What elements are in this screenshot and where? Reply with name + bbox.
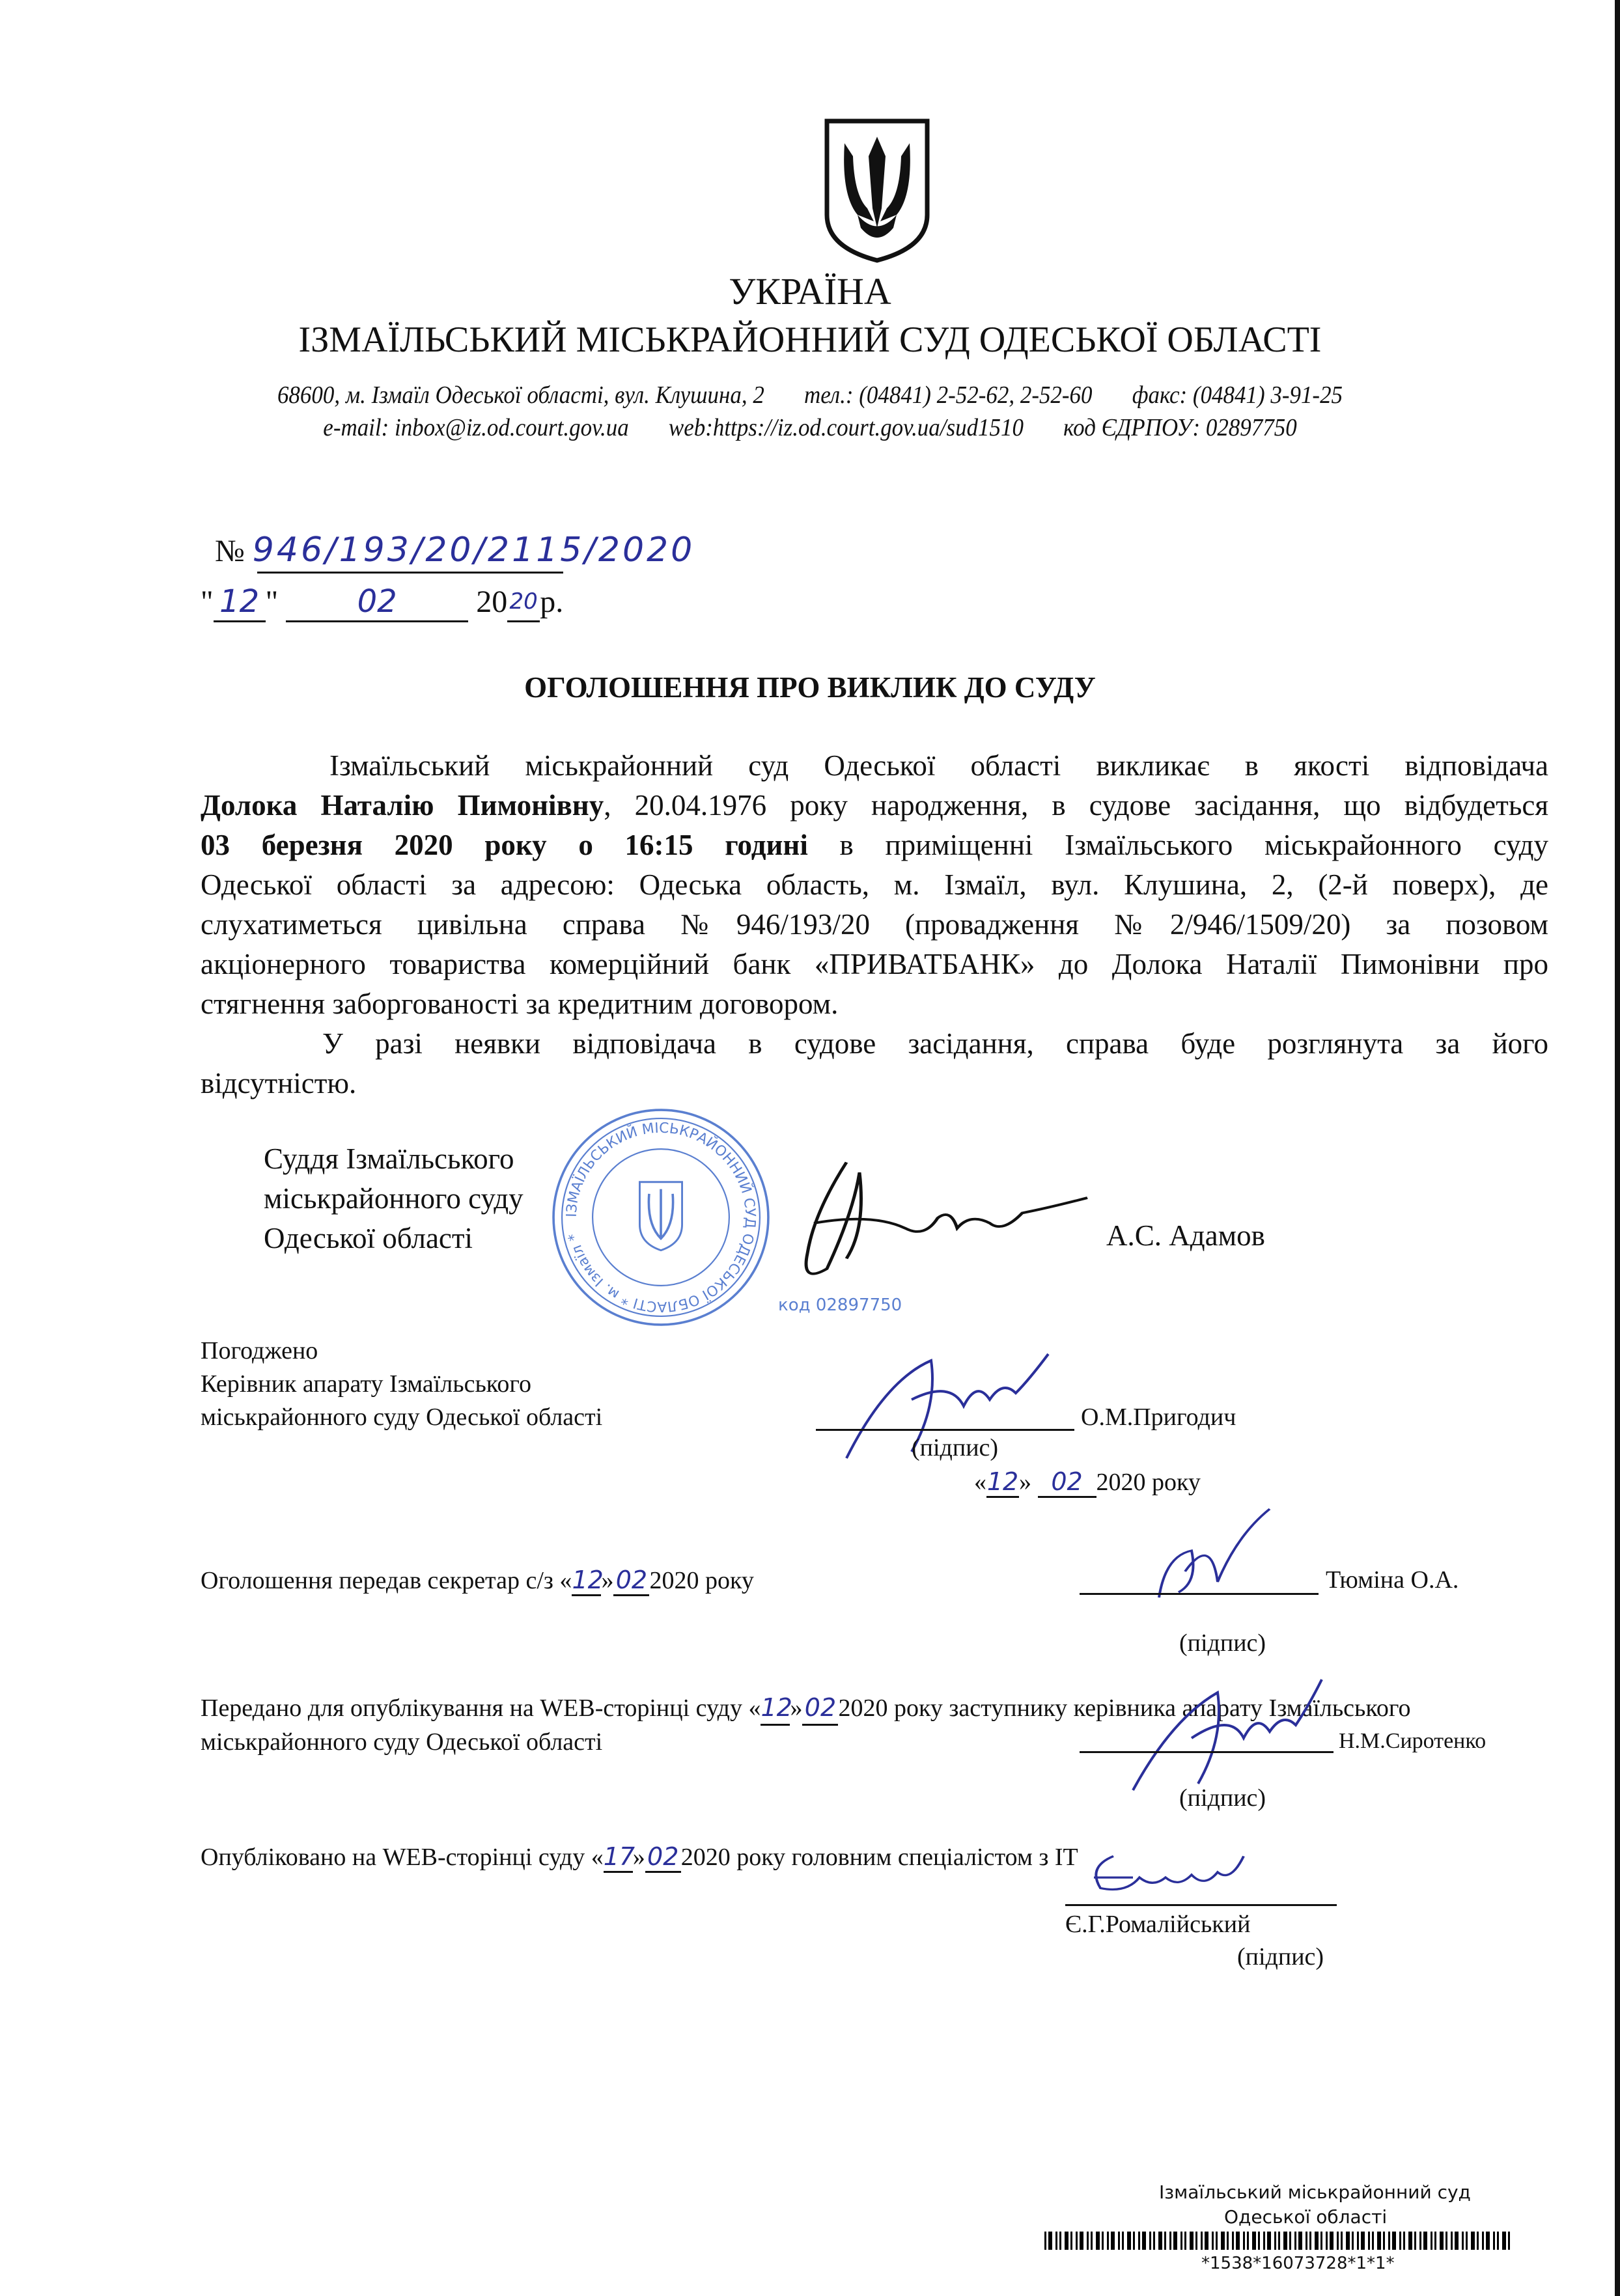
body-line-6: акціонерного товариства комерційний банк «ПРИВАТБАНК» до Долока Наталії Пимонівни про (201, 948, 1548, 980)
barcode-bar (1133, 2232, 1135, 2250)
barcode-bar (1243, 2232, 1245, 2250)
barcode-bar (1096, 2232, 1100, 2250)
secretary-line (201, 1566, 754, 1596)
barcode-bar (1403, 2232, 1405, 2250)
published-day: 17 (604, 1842, 633, 1873)
barcode-bar (1283, 2232, 1287, 2250)
judge-title-line: міськрайонного суду (264, 1182, 524, 1215)
barcode-bar (1044, 2232, 1046, 2250)
barcode-text: *1538*16073728*1*1* (1201, 2254, 1395, 2273)
seal-ring-text: ІЗМАЇЛЬСЬКИЙ МІСЬКРАЙОННИЙ СУД ОДЕСЬКОЇ ОБЛАСТІ * м. Ізмаїл * (563, 1120, 759, 1315)
barcode-bar (1320, 2232, 1322, 2250)
handwritten-number: 946/193/20/2115/2020 (252, 531, 695, 570)
web-transfer-text: Передано для опублікування на WEB-сторінці суду « (201, 1694, 761, 1722)
barcode-bar (1440, 2232, 1444, 2250)
document-title: ОГОЛОШЕННЯ ПРО ВИКЛИК ДО СУДУ (524, 671, 1096, 704)
barcode-bar (1309, 2232, 1311, 2250)
barcode-bar (1107, 2232, 1109, 2250)
barcode-bar (1388, 2232, 1390, 2250)
number-label: № (215, 534, 245, 568)
judge-signature (775, 1152, 1100, 1289)
quote-open: « (974, 1469, 986, 1496)
barcode-bar (1434, 2232, 1436, 2250)
barcode-bar (1392, 2232, 1396, 2250)
approval-signature-line (816, 1429, 1074, 1431)
barcode-bar (1274, 2232, 1276, 2250)
date-month: 02 (286, 583, 468, 622)
barcode-bar (1102, 2232, 1104, 2250)
barcode-bar (1383, 2232, 1385, 2250)
barcode-bar (1341, 2232, 1343, 2250)
barcode-bar (1169, 2232, 1171, 2250)
secretary-text: Оголошення передав секретар с/з « (201, 1567, 572, 1594)
body-line-9: відсутністю. (201, 1067, 357, 1100)
barcode-bar (1267, 2232, 1271, 2250)
barcode-bar (1212, 2232, 1214, 2250)
body-line-5: слухатиметься цивільна справа №946/193/20 (провадження №2/946/1509/20) за позовом (201, 908, 1548, 941)
barcode-bar (1315, 2232, 1319, 2250)
web-transfer-month: 02 (802, 1691, 838, 1726)
scan-edge (1615, 0, 1620, 2296)
secretary-sign-label: (підпис) (1179, 1629, 1266, 1657)
barcode-bar (1306, 2232, 1307, 2250)
barcode-bar (1346, 2232, 1350, 2250)
secretary-month: 02 (613, 1566, 649, 1596)
barcode-bar (1184, 2232, 1186, 2250)
quote-close: » (1019, 1469, 1031, 1496)
barcode-bar (1158, 2232, 1162, 2250)
year-unit: р. (540, 585, 564, 619)
barcode-bar (1298, 2232, 1302, 2250)
body-text: в приміщенні Ізмаїльського міськрайонного суду (807, 829, 1549, 861)
barcode-bar (1263, 2232, 1265, 2250)
barcode-bar (1377, 2232, 1381, 2250)
barcode-bar (1070, 2232, 1072, 2250)
published-signature (1074, 1846, 1270, 1904)
barcode-bar (1477, 2232, 1479, 2250)
web-transfer-day: 12 (761, 1691, 790, 1726)
barcode-bar (1455, 2232, 1459, 2250)
barcode-bar (1180, 2232, 1182, 2250)
approval-date-day: 12 (986, 1467, 1019, 1498)
registration-number (215, 531, 695, 571)
published-text: Опубліковано на WEB-сторінці суду « (201, 1844, 604, 1871)
court-name-heading: ІЗМАЇЛЬСЬКИЙ МІСЬКРАЙОННИЙ СУД ОДЕСЬКОЇ ОБЛАСТІ (298, 320, 1322, 360)
registration-date: " 12 " 02 2020р. (201, 583, 563, 622)
court-email: e-mail: inbox@iz.od.court.gov.ua (323, 414, 629, 441)
barcode-bar (1493, 2232, 1495, 2250)
barcode-bar (1466, 2232, 1468, 2250)
barcode-bar (1508, 2232, 1510, 2250)
approval-label: Погоджено (201, 1337, 318, 1364)
barcode-bar (1247, 2232, 1249, 2250)
secretary-signature-line (1080, 1593, 1319, 1595)
approval-sign-label: (підпис) (912, 1434, 999, 1461)
barcode-bar (1173, 2232, 1177, 2250)
barcode-bar (1164, 2232, 1166, 2250)
secretary-year: 2020 року (649, 1567, 754, 1594)
court-fax: факс: (04841) 3-91-25 (1132, 381, 1343, 409)
secretary-signature (1146, 1504, 1276, 1608)
number-underline (257, 572, 563, 574)
barcode-bar (1138, 2232, 1140, 2250)
barcode-bar (1190, 2232, 1194, 2250)
barcode-bar (1258, 2232, 1260, 2250)
barcode-bar (1419, 2232, 1421, 2250)
barcode-bar (1055, 2232, 1057, 2250)
barcode-bar (1502, 2232, 1506, 2250)
footer-court-line-2: Одеської області (1224, 2206, 1388, 2228)
coat-of-arms-trident-icon (822, 117, 932, 264)
secretary-day: 12 (572, 1566, 601, 1596)
web-transfer-line-2: міськрайонного суду Одеської області (201, 1728, 603, 1756)
barcode (1044, 2232, 1550, 2250)
approval-name: О.М.Пригодич (1081, 1404, 1236, 1431)
web-transfer-sign-label: (підпис) (1179, 1784, 1266, 1812)
barcode-bar (1431, 2232, 1432, 2250)
barcode-bar (1216, 2232, 1218, 2250)
barcode-bar (1127, 2232, 1131, 2250)
approval-date-year: 2020 року (1096, 1469, 1201, 1496)
hearing-datetime: 03 березня 2020 року о 16:15 годині (201, 829, 808, 861)
barcode-bar (1471, 2232, 1475, 2250)
barcode-bar (1368, 2232, 1370, 2250)
body-line-3 (201, 828, 1548, 862)
approval-date-month: 02 (1038, 1467, 1096, 1498)
court-seal-stamp (550, 1107, 772, 1328)
body-line-1: Ізмаїльський міськрайонний суд Одеської області викликає в якості відповідача (329, 749, 1548, 782)
quote-close: » (632, 1844, 645, 1871)
barcode-bar (1080, 2232, 1083, 2250)
barcode-bar (1289, 2232, 1291, 2250)
quote-close: » (601, 1567, 614, 1594)
published-month: 02 (645, 1842, 681, 1873)
judge-title (264, 1139, 524, 1258)
barcode-bar (1221, 2232, 1225, 2250)
judge-name: А.С. Адамов (1106, 1219, 1265, 1252)
quote-close: » (790, 1694, 803, 1722)
barcode-bar (1451, 2232, 1453, 2250)
barcode-bar (1227, 2232, 1229, 2250)
barcode-bar (1122, 2232, 1124, 2250)
court-edrpou: код ЄДРПОУ: 02897750 (1063, 414, 1297, 441)
defendant-name: Долока Наталію Пимонівну (201, 789, 604, 822)
approval-block (201, 1335, 602, 1434)
approval-date (974, 1467, 1201, 1498)
barcode-bar (1195, 2232, 1197, 2250)
barcode-bar (1149, 2232, 1151, 2250)
published-signature-line (1065, 1904, 1337, 1906)
barcode-bar (1445, 2232, 1447, 2250)
barcode-bar (1201, 2232, 1203, 2250)
date-day: 12 (214, 583, 266, 622)
barcode-bar (1142, 2232, 1146, 2250)
footer-court-line-1: Ізмаїльський міськрайонний суд (1159, 2181, 1471, 2203)
barcode-bar (1399, 2232, 1401, 2250)
barcode-bar (1361, 2232, 1365, 2250)
web-transfer-signature-line (1080, 1751, 1334, 1753)
barcode-bar (1236, 2232, 1240, 2250)
judge-title-line: Одеської області (264, 1222, 473, 1254)
web-transfer-name: Н.М.Сиротенко (1339, 1729, 1487, 1753)
barcode-bar (1278, 2232, 1280, 2250)
barcode-bar (1111, 2232, 1115, 2250)
secretary-name: Тюміна О.А. (1326, 1566, 1459, 1594)
published-sign-label: (підпис) (1237, 1943, 1324, 1971)
barcode-bar (1423, 2232, 1427, 2250)
barcode-bar (1205, 2232, 1208, 2250)
year-prefix: 20 (476, 585, 508, 619)
body-text: , 20.04.1976 року народження, в судове засідання, що відбудеться (604, 789, 1549, 822)
body-line-4: Одеської області за адресою: Одеська область, м. Ізмаїл, вул. Клушина, 2, (2-й поверх), де (201, 868, 1548, 901)
barcode-bar (1153, 2232, 1155, 2250)
web-transfer-text: 2020 року заступнику керівника апарату Ізмаїльського (838, 1694, 1411, 1722)
published-name: Є.Г.Ромалійський (1065, 1911, 1251, 1938)
barcode-bar (1408, 2232, 1412, 2250)
barcode-bar (1372, 2232, 1374, 2250)
court-website: web:https://iz.od.court.gov.ua/sud1510 (668, 414, 1024, 441)
barcode-bar (1326, 2232, 1328, 2250)
barcode-bar (1414, 2232, 1416, 2250)
barcode-bar (1232, 2232, 1234, 2250)
judge-title-line: Суддя Ізмаїльського (264, 1142, 514, 1175)
barcode-bar (1091, 2232, 1093, 2250)
barcode-bar (1497, 2232, 1499, 2250)
barcode-bar (1118, 2232, 1120, 2250)
barcode-bar (1462, 2232, 1464, 2250)
contact-line-2 (65, 413, 1556, 442)
published-line (201, 1842, 1078, 1873)
court-phone: тел.: (04841) 2-52-62, 2-52-60 (803, 381, 1093, 409)
seal-code: код 02897750 (778, 1295, 902, 1315)
body-line-8: У разі неявки відповідача в судове засідання, справа буде розглянута за його (322, 1027, 1548, 1060)
barcode-bar (1352, 2232, 1354, 2250)
court-address: 68600, м. Ізмаїл Одеської області, вул. Клушина, 2 (277, 381, 764, 409)
contact-line-1 (65, 381, 1556, 409)
year-suffix: 20 (507, 583, 540, 622)
barcode-bar (1059, 2232, 1061, 2250)
body-line-2 (201, 788, 1548, 822)
barcode-bar (1065, 2232, 1068, 2250)
barcode-bar (1357, 2232, 1359, 2250)
barcode-bar (1048, 2232, 1052, 2250)
barcode-bar (1076, 2232, 1078, 2250)
barcode-bar (1252, 2232, 1256, 2250)
body-line-7: стягнення заборгованості за кредитним договором. (201, 988, 839, 1020)
barcode-bar (1337, 2232, 1339, 2250)
approval-position: міськрайонного суду Одеської області (201, 1404, 603, 1431)
web-transfer-signature (1120, 1667, 1328, 1797)
approval-position: Керівник апарату Ізмаїльського (201, 1370, 531, 1398)
barcode-bar (1294, 2232, 1296, 2250)
barcode-bar (1087, 2232, 1089, 2250)
published-text: 2020 року головним спеціалістом з IT (680, 1844, 1078, 1871)
barcode-bar (1330, 2232, 1334, 2250)
barcode-bar (1486, 2232, 1490, 2250)
country-heading: УКРАЇНА (729, 270, 891, 312)
barcode-bar (1482, 2232, 1484, 2250)
